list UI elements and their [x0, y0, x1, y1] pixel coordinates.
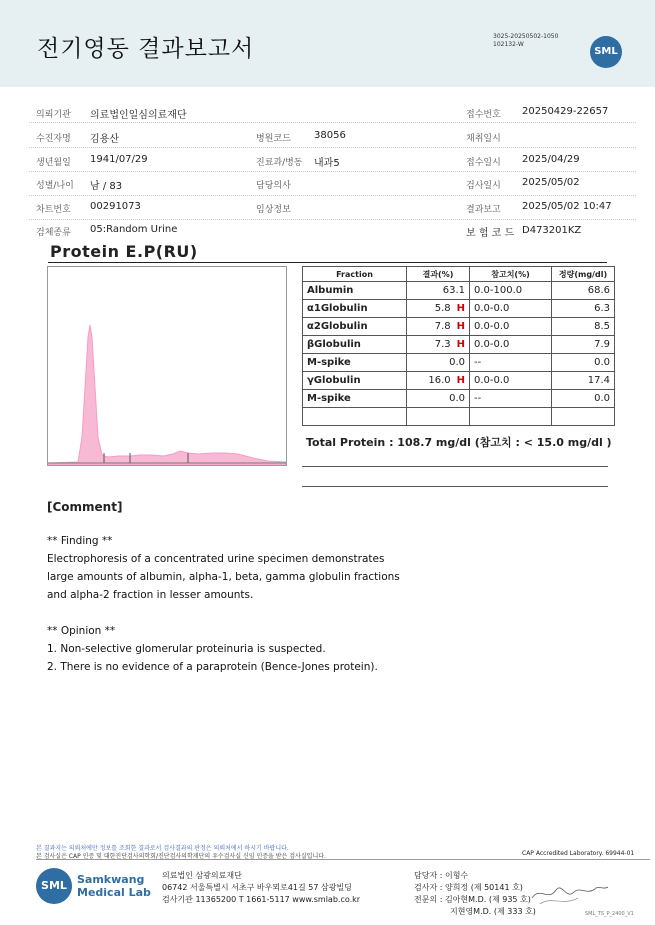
reference-range [470, 372, 552, 390]
result-percent-text: 0.0 [449, 393, 465, 404]
doc-code-1: 3025-20250502-1050 [493, 33, 559, 40]
reference-range-text: 0.0-0.0 [474, 339, 510, 350]
collect-date-label: 채취일시 [466, 134, 501, 144]
result-percent [407, 282, 470, 300]
opinion-line: 2. There is no evidence of a paraprotein (Bence-Jones protein). [47, 661, 378, 673]
blank-line [302, 466, 608, 467]
row-divider [29, 195, 636, 196]
report-date-label: 결과보고 [466, 205, 501, 215]
hospital-code: 38056 [314, 130, 346, 141]
result-percent [407, 300, 470, 318]
doctor-label: 담당의사 [256, 181, 291, 191]
total-protein: Total Protein : 108.7 mg/dl (참고치 : < 15.0 mg/dl ) [306, 436, 612, 449]
table-row [303, 408, 615, 426]
reference-range [470, 390, 552, 408]
quantity-mgdl-text: 0.0 [594, 393, 610, 404]
quantity-mgdl [552, 318, 615, 336]
opinion-line: 1. Non-selective glomerular proteinuria is suspected. [47, 643, 326, 655]
result-percent-text: 63.1 [442, 285, 465, 296]
high-flag: H [456, 339, 465, 350]
result-percent [407, 318, 470, 336]
footer-note-1: 본 결과지는 의뢰처에만 정보를 조회한 결과로서 검사결과의 판정은 의뢰처에서 하시기 바랍니다. [36, 845, 289, 852]
table-header-row [303, 267, 615, 282]
patient-name: 김용산 [90, 134, 119, 145]
chart-no-label: 차트번호 [36, 205, 71, 215]
quantity-mgdl [552, 336, 615, 354]
result-percent [407, 390, 470, 408]
report-title: Protein E.P(RU) [50, 242, 198, 261]
row-divider [29, 122, 636, 123]
sml-logo-icon: SML [36, 868, 72, 904]
table-row [303, 282, 615, 300]
high-flag: H [456, 321, 465, 332]
result-percent-text: 0.0 [449, 357, 465, 368]
table-row [303, 318, 615, 336]
hospital-code-label: 병원코드 [256, 134, 291, 144]
dept: 내과5 [314, 158, 340, 169]
org-address: 06742 서울특별시 서초구 바우뫼로41길 57 삼광빌딩 [162, 883, 352, 892]
staff-specialist: 전문의 : 김아현M.D. (제 935 호) [414, 895, 531, 904]
dob-label: 생년월일 [36, 158, 71, 168]
result-percent-text: 7.3 [434, 339, 451, 350]
reference-range-text: -- [474, 393, 482, 404]
fraction-name [303, 300, 407, 318]
specimen-label: 검체종류 [36, 228, 71, 238]
receipt-date-label: 접수일시 [466, 158, 501, 168]
reference-range [470, 300, 552, 318]
specimen: 05:Random Urine [90, 224, 178, 235]
table-row [303, 336, 615, 354]
test-date: 2025/05/02 [522, 177, 580, 188]
table-row [303, 354, 615, 372]
result-percent [407, 372, 470, 390]
footer-note-2: 본 검사실은 CAP 인증 및 대한진단검사의학회/진단검사의학재단의 우수검사실 신임 인증을 받은 검사실입니다. [36, 853, 326, 860]
brand-name: Samkwang [77, 873, 145, 886]
reference-range [470, 282, 552, 300]
fraction-name [303, 354, 407, 372]
quantity-mgdl [552, 372, 615, 390]
finding-line: and alpha-2 fraction in lesser amounts. [47, 589, 254, 601]
quantity-mgdl-text: 6.3 [594, 303, 610, 314]
finding-line: large amounts of albumin, alpha-1, beta, gamma globulin fractions [47, 571, 400, 583]
table-row [303, 300, 615, 318]
column-header: 결과(%) [407, 267, 470, 282]
quantity-mgdl-text: 0.0 [594, 357, 610, 368]
table-row [303, 390, 615, 408]
clinical-label: 임상정보 [256, 205, 291, 215]
column-header: Fraction [303, 267, 407, 282]
signature-image-icon [530, 878, 610, 908]
column-header: 정량(mg/dl) [552, 267, 615, 282]
form-code: SML_TS_P_2400_V1 [585, 911, 634, 917]
reference-range [470, 408, 552, 426]
doc-code-2: 102132-W [493, 41, 524, 48]
staff-tester: 검사자 : 양희정 (제 50141 호) [414, 883, 523, 892]
reference-range-text: 0.0-0.0 [474, 375, 510, 386]
result-percent [407, 336, 470, 354]
column-header: 참고치(%) [470, 267, 552, 282]
table-row [303, 372, 615, 390]
row-divider [29, 147, 636, 148]
quantity-mgdl [552, 282, 615, 300]
sml-logo-icon: SML [590, 36, 622, 68]
quantity-mgdl [552, 390, 615, 408]
fraction-name [303, 318, 407, 336]
result-percent [407, 408, 470, 426]
cap-accreditation: CAP Accredited Laboratory. 69944-01 [522, 850, 635, 857]
fraction-name-text: βGlobulin [307, 339, 361, 350]
staff-specialist-2: 지현영M.D. (제 333 호) [450, 907, 536, 916]
result-percent-text: 5.8 [434, 303, 451, 314]
fraction-name [303, 336, 407, 354]
quantity-mgdl-text: 68.6 [587, 285, 610, 296]
reference-range [470, 318, 552, 336]
densitometry-curve [48, 267, 286, 465]
reference-range-text: 0.0-0.0 [474, 303, 510, 314]
comment-heading: [Comment] [47, 500, 123, 514]
sex-age-label: 성별/나이 [36, 181, 74, 191]
institution-label: 의뢰기관 [36, 110, 71, 120]
high-flag: H [456, 303, 465, 314]
fraction-name [303, 372, 407, 390]
dept-label: 진료과/병동 [256, 158, 303, 168]
fraction-name [303, 282, 407, 300]
fraction-name-text: M-spike [307, 357, 351, 368]
result-percent [407, 354, 470, 372]
institution: 의료법인일심의료재단 [90, 110, 187, 121]
name-label: 수진자명 [36, 134, 71, 144]
insurance-label: 보 험 코 드 [466, 228, 515, 239]
opinion-heading: ** Opinion ** [47, 625, 116, 637]
org-contact: 검사기관 11365200 T 1661-5117 www.smlab.co.kr [162, 895, 361, 904]
fraction-name-text: Albumin [307, 285, 354, 296]
receipt-date: 2025/04/29 [522, 154, 580, 165]
reference-range-text: 0.0-0.0 [474, 321, 510, 332]
result-percent-text: 16.0 [428, 375, 451, 386]
quantity-mgdl-text: 7.9 [594, 339, 610, 350]
row-divider [29, 171, 636, 172]
staff-manager: 담당자 : 이형수 [414, 871, 469, 880]
finding-line: Electrophoresis of a concentrated urine specimen demonstrates [47, 553, 385, 565]
fraction-table [302, 266, 615, 426]
title-underline [48, 262, 607, 263]
receipt-no-label: 접수번호 [466, 110, 501, 120]
blank-line [302, 486, 608, 487]
fraction-name-text: α1Globulin [307, 303, 368, 314]
fraction-name [303, 408, 407, 426]
sex-age: 남 / 83 [90, 181, 123, 192]
high-flag: H [456, 375, 465, 386]
fraction-name-text: α2Globulin [307, 321, 368, 332]
report-header [0, 0, 655, 87]
finding-heading: ** Finding ** [47, 535, 113, 547]
fraction-name-text: M-spike [307, 393, 351, 404]
curve-area [48, 325, 286, 465]
reference-range-text: 0.0-100.0 [474, 285, 523, 296]
reference-range-text: -- [474, 357, 482, 368]
receipt-no: 20250429-22657 [522, 106, 609, 117]
page-title: 전기영동 결과보고서 [37, 36, 255, 62]
org-name: 의료법인 삼광의료재단 [162, 871, 242, 880]
report-date: 2025/05/02 10:47 [522, 201, 612, 212]
dob: 1941/07/29 [90, 154, 148, 165]
quantity-mgdl-text: 8.5 [594, 321, 610, 332]
brand-name-2: Medical Lab [77, 886, 151, 899]
electrophoresis-graph [47, 266, 287, 466]
reference-range [470, 336, 552, 354]
row-divider [29, 219, 636, 220]
reference-range [470, 354, 552, 372]
quantity-mgdl [552, 300, 615, 318]
test-date-label: 검사일시 [466, 181, 501, 191]
fraction-name [303, 390, 407, 408]
footer-divider [36, 859, 650, 860]
fraction-name-text: γGlobulin [307, 375, 361, 386]
chart-no: 00291073 [90, 201, 141, 212]
quantity-mgdl-text: 17.4 [587, 375, 610, 386]
result-percent-text: 7.8 [434, 321, 451, 332]
insurance-code: D473201KZ [522, 225, 582, 236]
quantity-mgdl [552, 408, 615, 426]
quantity-mgdl [552, 354, 615, 372]
